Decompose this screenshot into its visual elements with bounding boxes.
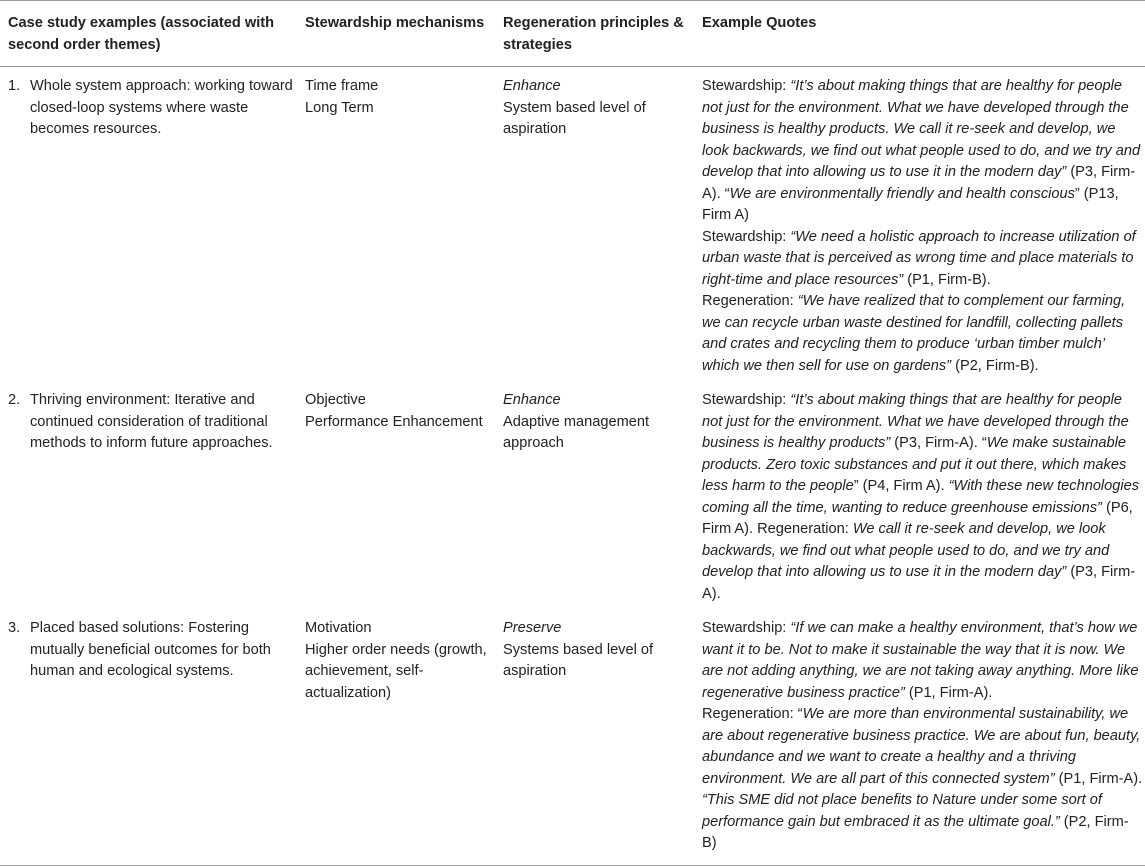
quote-attribution: (P3, Firm-A). xyxy=(702,564,1136,602)
header-row xyxy=(0,1,1145,67)
mechanism-name: Motivation xyxy=(305,620,372,636)
principle-name: Enhance xyxy=(503,78,561,94)
mechanism-cell xyxy=(297,609,495,865)
principle-cell xyxy=(495,381,694,609)
quote-attribution: Stewardship: xyxy=(702,78,791,94)
quote-attribution: (P3, Firm-A). “ xyxy=(702,164,1136,202)
strategy-text: Systems based level of aspiration xyxy=(503,641,654,679)
quote-attribution: ” (P4, Firm A). xyxy=(853,478,949,494)
row-number: 3. xyxy=(8,620,21,636)
principle-name: Enhance xyxy=(503,392,561,408)
quote-text: “This SME did not place benefits to Nature under some sort of performance gain but embraced it as the ultimate goal.” xyxy=(702,792,1102,830)
theme-cell xyxy=(0,381,297,609)
quote-text: “We have realized that to complement our farming, we can recycle urban waste destined for landfill, collecting pallets and crates and recycling them to produce ‘urban timber mulch’ which we then sell for use on gardens” xyxy=(702,293,1126,374)
mechanism-name: Objective xyxy=(305,392,366,408)
quote-text: “It’s about making things that are healthy for people not just for the environment. What we have developed through the business is healthy products” xyxy=(702,392,1129,451)
strategy-text: System based level of aspiration xyxy=(503,99,646,137)
theme-cell xyxy=(0,67,297,382)
principle-cell xyxy=(495,609,694,865)
row-number: 1. xyxy=(8,78,21,94)
mechanism-value: Long Term xyxy=(305,99,374,116)
quote-attribution: Stewardship: xyxy=(702,392,791,408)
quote-attribution: Stewardship: xyxy=(702,620,791,636)
row-number: 2. xyxy=(8,392,21,408)
header-quotes: Example Quotes xyxy=(694,1,1145,67)
quote-attribution: Regeneration: xyxy=(702,293,798,309)
quotes-cell xyxy=(694,67,1145,382)
header-case-study: Case study examples (associated with second order themes) xyxy=(0,1,297,67)
quote-text: We make sustainable products. Zero toxic substances and put it out there, which makes less harm to the people xyxy=(702,435,1127,494)
strategy-text: Adaptive management approach xyxy=(503,413,650,451)
header-regeneration: Regeneration principles & strategies xyxy=(495,1,694,67)
quote-text: “With these new technologies coming all the time, wanting to reduce greenhouse emissions” xyxy=(702,478,1140,516)
quote-attribution: (P1, Firm-B). xyxy=(903,271,991,288)
mechanism-cell xyxy=(297,67,495,382)
quote-attribution: Regeneration: “ xyxy=(702,706,803,722)
quote-text: “We need a holistic approach to increase utilization of urban waste that is perceived as wrong time and place materials to right-time and place resources” xyxy=(702,228,1136,288)
mechanism-cell xyxy=(297,381,495,609)
quote-text: We call it re-seek and develop, we look backwards, we find out what people used to do, and we try and develop that into allowing us to use it in the modern day” xyxy=(702,521,1110,580)
quote-attribution: (P2, Firm-B). xyxy=(951,357,1039,374)
table-row xyxy=(0,609,1145,865)
quote-attribution: (P1, Firm-A). xyxy=(904,684,993,701)
mechanism-value: Performance Enhancement xyxy=(305,413,483,430)
quote-attribution: ” (P13, Firm A) xyxy=(702,185,1119,223)
table-row xyxy=(0,67,1145,382)
quote-attribution: (P1, Firm-A). xyxy=(1054,770,1143,787)
quote-attribution: (P3, Firm-A). “ xyxy=(890,435,987,451)
principle-name: Preserve xyxy=(503,620,562,636)
header-stewardship: Stewardship mechanisms xyxy=(297,1,495,67)
quote-text: We are environmentally friendly and health conscious xyxy=(729,185,1075,202)
table-row xyxy=(0,381,1145,609)
quote-text: “It’s about making things that are healthy for people not just for the environment. What we have developed through the business is healthy products. We call it re-seek and develop, we look backwards, we find out what people used to do, and we try and develop that into allowing us to use it in the modern day” xyxy=(702,78,1141,180)
mechanism-value: Higher order needs (growth, achievement, self-actualization) xyxy=(305,641,487,701)
quotes-cell xyxy=(694,609,1145,865)
quote-attribution: (P6, Firm A). Regeneration: xyxy=(702,499,1133,537)
theme-cell xyxy=(0,609,297,865)
quote-text: “If we can make a healthy environment, that’s how we want it to be. Not to make it sustainable the way that it is now. We are not adding anything, we are not taking away anything. More like regenerative business practice” xyxy=(702,620,1139,701)
quote-attribution: Stewardship: xyxy=(702,228,791,245)
quotes-cell xyxy=(694,381,1145,609)
mechanism-name: Time frame xyxy=(305,78,379,94)
quote-text: We are more than environmental sustainability, we are about regenerative business practice. We are about fun, beauty, abundance and we want to create a healthy and a thriving environment. We are all part of this connected system” xyxy=(702,706,1141,787)
theme-text: Placed based solutions: Fostering mutually beneficial outcomes for both human and ecological systems. xyxy=(30,620,271,679)
quote-attribution: (P2, Firm-B) xyxy=(702,813,1129,851)
theme-text: Whole system approach: working toward closed-loop systems where waste becomes resources. xyxy=(30,78,293,137)
principle-cell xyxy=(495,67,694,382)
theme-text: Thriving environment: Iterative and continued consideration of traditional methods to inform future approaches. xyxy=(30,392,273,451)
